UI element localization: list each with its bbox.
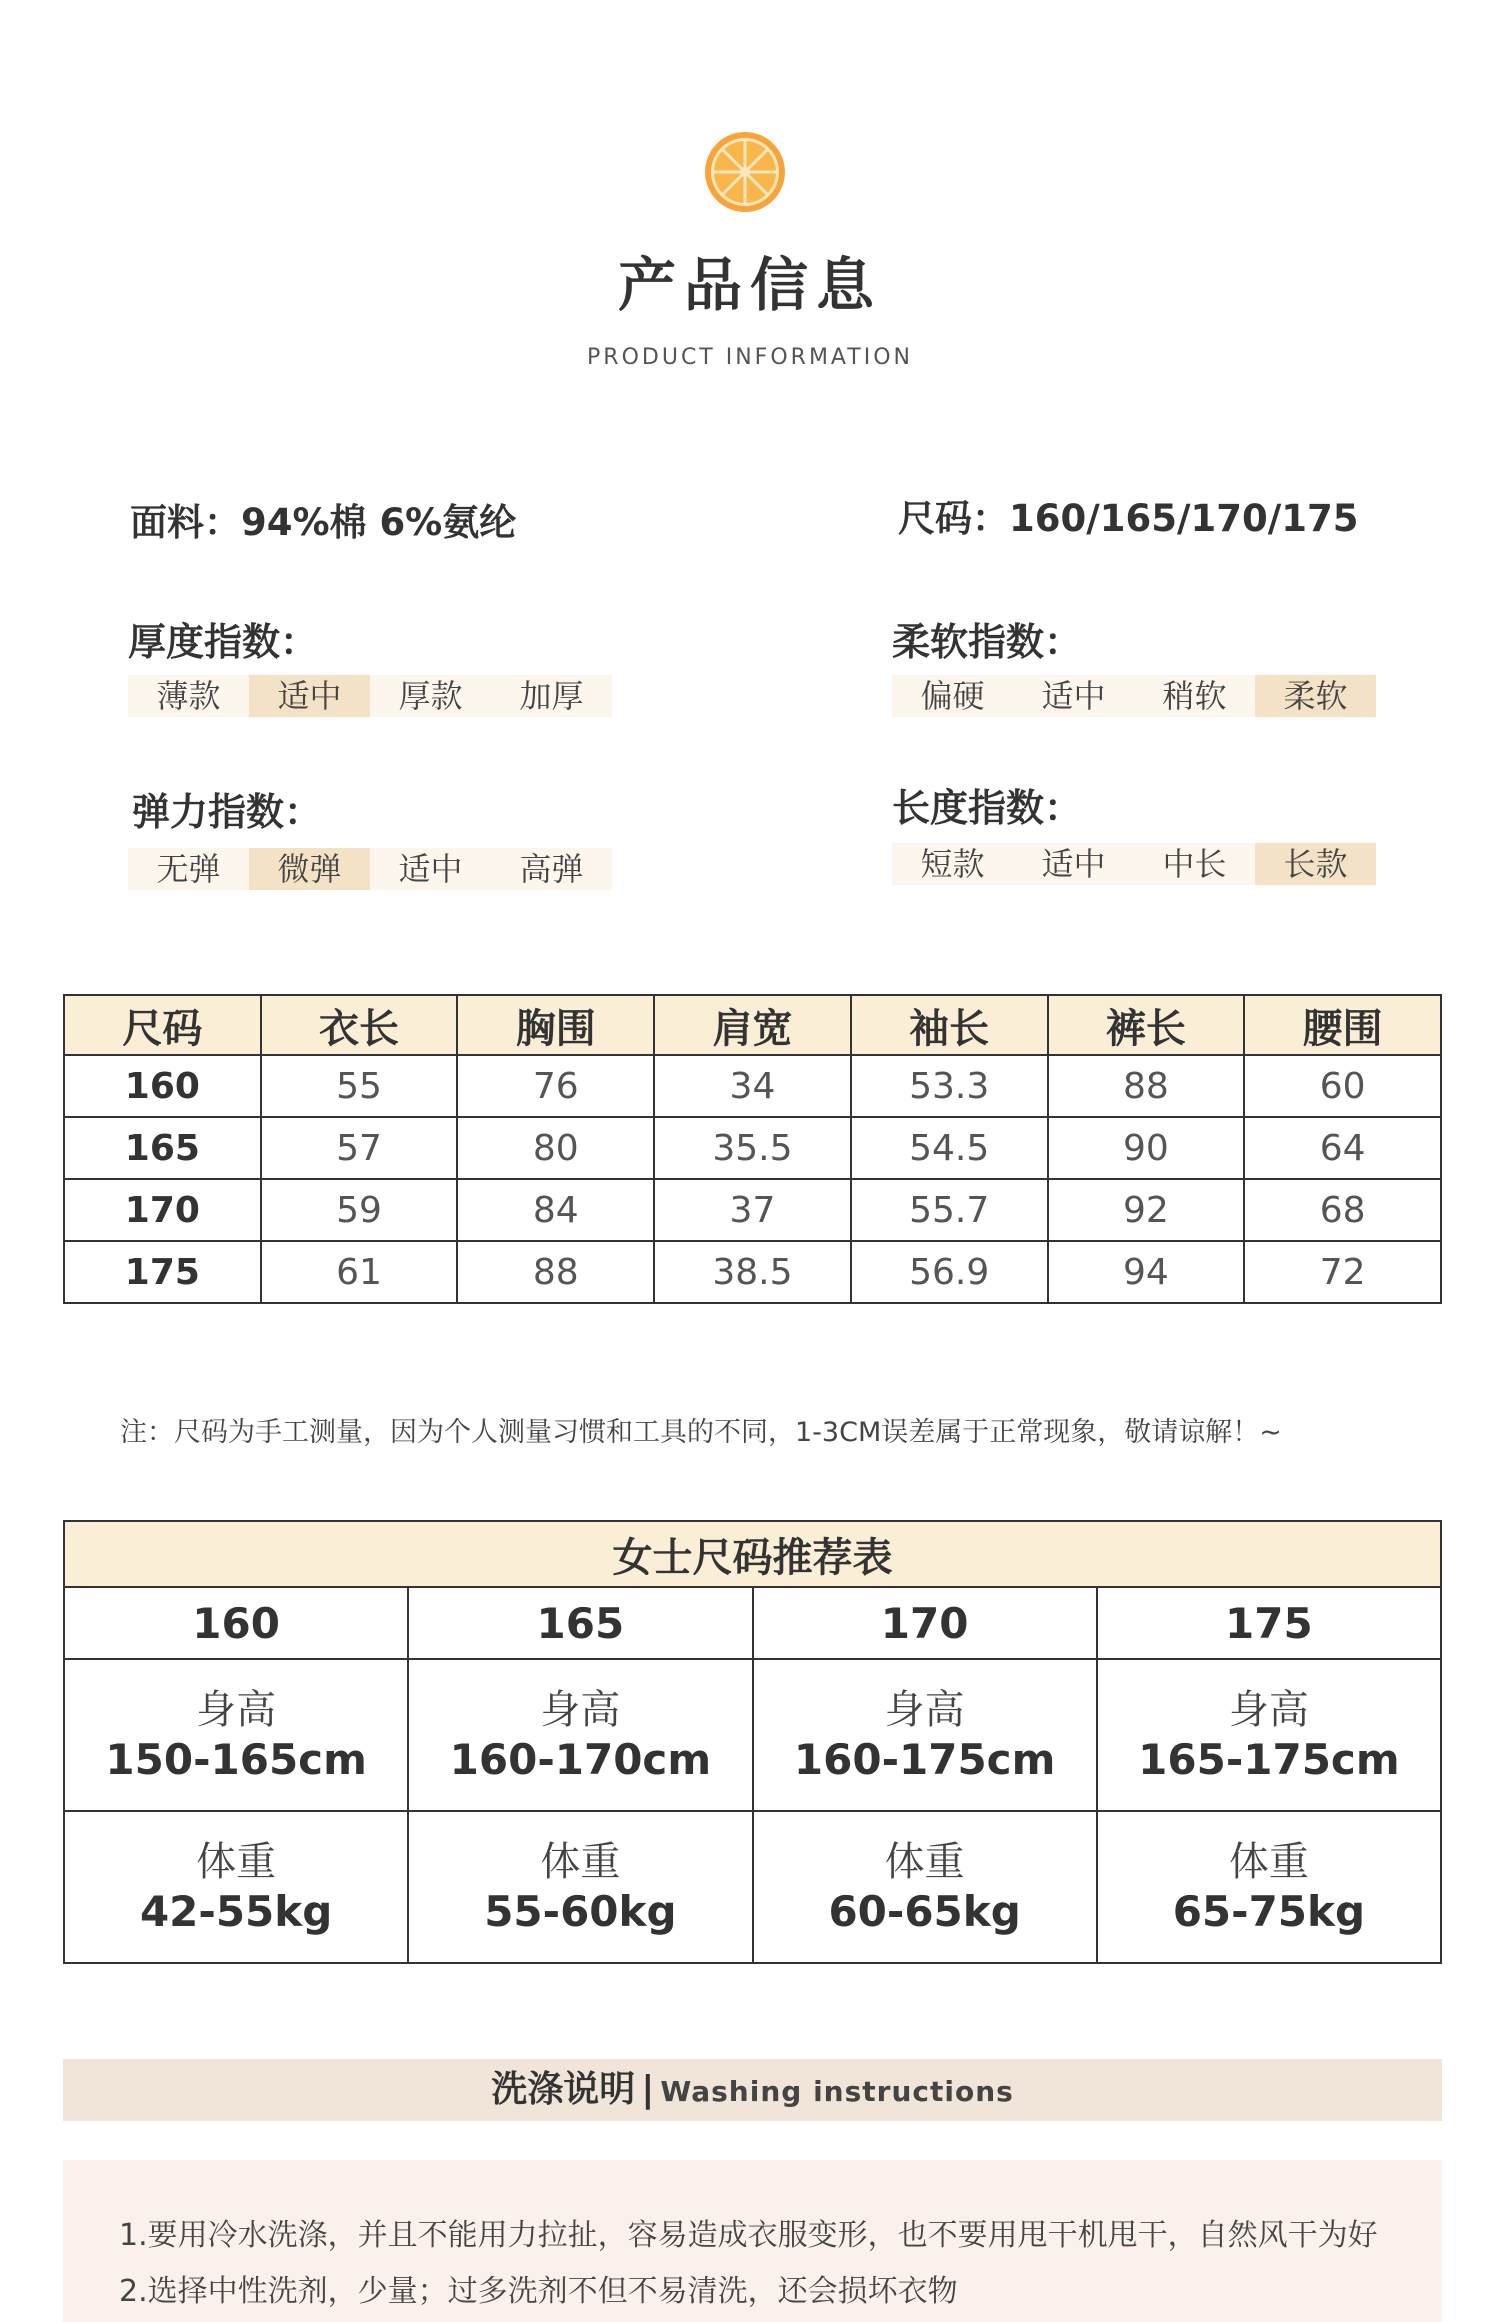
- weight-range: 60-65kg: [828, 1887, 1021, 1936]
- weight-range: 55-60kg: [484, 1887, 677, 1936]
- table-row: [64, 1241, 1441, 1303]
- recommendation-table-title: 女士尺码推荐表: [64, 1521, 1441, 1587]
- thickness-option-selected: 适中: [249, 675, 370, 717]
- washing-header: [63, 2059, 1442, 2121]
- recommendation-weight-row: [64, 1811, 1441, 1963]
- recommendation-size-row: [64, 1587, 1441, 1659]
- size-table-header-row: [64, 995, 1441, 1055]
- washing-subtitle: Washing instructions: [660, 2075, 1014, 2108]
- height-label: 身高: [196, 1687, 277, 1733]
- elasticity-option: 适中: [398, 850, 463, 888]
- table-cell: 72: [1244, 1241, 1441, 1303]
- washing-title: 洗涤说明: [491, 2069, 636, 2110]
- table-cell: 64: [1244, 1117, 1441, 1179]
- table-cell: 57: [261, 1117, 458, 1179]
- table-cell: 88: [457, 1241, 654, 1303]
- table-cell: 68: [1244, 1179, 1441, 1241]
- thickness-index-title: 厚度指数：: [128, 620, 319, 664]
- softness-option: 稍软: [1162, 677, 1227, 715]
- orange-slice-icon: [703, 130, 787, 214]
- length-option: 适中: [1041, 845, 1106, 883]
- fabric-spec: 面料：94%棉 6%氨纶: [130, 501, 517, 544]
- length-option: 短款: [920, 845, 985, 883]
- weight-cell: [408, 1811, 752, 1963]
- table-cell: 35.5: [654, 1117, 851, 1179]
- softness-options: [892, 675, 1376, 717]
- washing-separator: |: [641, 2069, 655, 2110]
- height-cell: [64, 1659, 408, 1811]
- length-index-title: 长度指数：: [892, 786, 1083, 830]
- table-cell: 38.5: [654, 1241, 851, 1303]
- elasticity-index-title: 弹力指数：: [132, 790, 323, 834]
- table-cell: 84: [457, 1179, 654, 1241]
- table-row: [64, 1117, 1441, 1179]
- table-cell: 56.9: [851, 1241, 1048, 1303]
- softness-option-selected: 柔软: [1255, 675, 1376, 717]
- height-range: 150-165cm: [105, 1735, 367, 1784]
- header-cell-pants-length: 裤长: [1048, 995, 1245, 1055]
- washing-instructions: [63, 2160, 1442, 2322]
- height-label: 身高: [540, 1687, 621, 1733]
- elasticity-option-selected: 微弹: [249, 848, 370, 890]
- recommendation-height-row: [64, 1659, 1441, 1811]
- height-cell: [1097, 1659, 1441, 1811]
- page-title: 产品信息: [617, 251, 882, 319]
- table-cell: 55.7: [851, 1179, 1048, 1241]
- header-cell-length: 衣长: [261, 995, 458, 1055]
- length-options: [892, 843, 1376, 885]
- header-cell-chest: 胸围: [457, 995, 654, 1055]
- weight-label: 体重: [540, 1839, 621, 1885]
- weight-cell: [753, 1811, 1097, 1963]
- table-cell: 59: [261, 1179, 458, 1241]
- thickness-options: [128, 675, 612, 717]
- height-range: 160-175cm: [793, 1735, 1056, 1784]
- table-cell: 61: [261, 1241, 458, 1303]
- weight-range: 42-55kg: [139, 1887, 333, 1936]
- header-cell-waist: 腰围: [1244, 995, 1441, 1055]
- length-option: 中长: [1162, 845, 1227, 883]
- table-cell: 53.3: [851, 1055, 1048, 1117]
- size-recommendation-table: [63, 1520, 1442, 1964]
- weight-cell: [64, 1811, 408, 1963]
- table-cell: 55: [261, 1055, 458, 1117]
- elasticity-options: [128, 848, 612, 890]
- table-cell-size: 170: [64, 1179, 261, 1241]
- table-cell: 80: [457, 1117, 654, 1179]
- table-cell-size: 160: [64, 1055, 261, 1117]
- table-cell: 88: [1048, 1055, 1245, 1117]
- recommendation-size: 160: [64, 1587, 408, 1659]
- table-row: [64, 1179, 1441, 1241]
- table-row: [64, 1055, 1441, 1117]
- washing-item: 1.要用冷水洗涤，并且不能用力拉扯，容易造成衣服变形，也不要用甩干机甩干，自然风干为好: [119, 2218, 1378, 2253]
- header-cell-size: 尺码: [64, 995, 261, 1055]
- elasticity-option: 无弹: [156, 850, 221, 888]
- recommendation-size: 175: [1097, 1587, 1441, 1659]
- size-spec: 尺码：160/165/170/175: [898, 497, 1359, 540]
- weight-label: 体重: [196, 1839, 277, 1885]
- table-cell: 37: [654, 1179, 851, 1241]
- header-cell-shoulder: 肩宽: [654, 995, 851, 1055]
- thickness-option: 厚款: [398, 677, 463, 715]
- height-range: 165-175cm: [1138, 1735, 1400, 1784]
- table-cell: 94: [1048, 1241, 1245, 1303]
- elasticity-option: 高弹: [519, 850, 584, 888]
- table-cell-size: 165: [64, 1117, 261, 1179]
- thickness-option: 加厚: [519, 677, 584, 715]
- recommendation-size: 170: [753, 1587, 1097, 1659]
- table-cell: 54.5: [851, 1117, 1048, 1179]
- table-cell: 60: [1244, 1055, 1441, 1117]
- page-subtitle: PRODUCT INFORMATION: [587, 345, 913, 370]
- table-cell: 92: [1048, 1179, 1245, 1241]
- header-cell-sleeve: 袖长: [851, 995, 1048, 1055]
- height-range: 160-170cm: [449, 1735, 712, 1784]
- weight-label: 体重: [1228, 1839, 1309, 1885]
- table-cell-size: 175: [64, 1241, 261, 1303]
- thickness-option: 薄款: [156, 677, 221, 715]
- height-label: 身高: [884, 1687, 965, 1733]
- softness-option: 偏硬: [920, 677, 985, 715]
- weight-cell: [1097, 1811, 1441, 1963]
- softness-option: 适中: [1041, 677, 1106, 715]
- height-cell: [753, 1659, 1097, 1811]
- washing-item: 2.选择中性洗剂，少量；过多洗剂不但不易清洗，还会损坏衣物: [119, 2274, 958, 2309]
- table-cell: 76: [457, 1055, 654, 1117]
- length-option-selected: 长款: [1255, 843, 1376, 885]
- measurement-note: 注：尺码为手工测量，因为个人测量习惯和工具的不同，1-3CM误差属于正常现象，敬请谅解！~: [120, 1417, 1282, 1448]
- height-cell: [408, 1659, 752, 1811]
- softness-index-title: 柔软指数：: [892, 620, 1083, 664]
- recommendation-size: 165: [408, 1587, 752, 1659]
- table-cell: 90: [1048, 1117, 1245, 1179]
- size-table: [63, 994, 1442, 1304]
- weight-label: 体重: [884, 1839, 965, 1885]
- height-label: 身高: [1228, 1687, 1309, 1733]
- weight-range: 65-75kg: [1172, 1887, 1366, 1936]
- table-cell: 34: [654, 1055, 851, 1117]
